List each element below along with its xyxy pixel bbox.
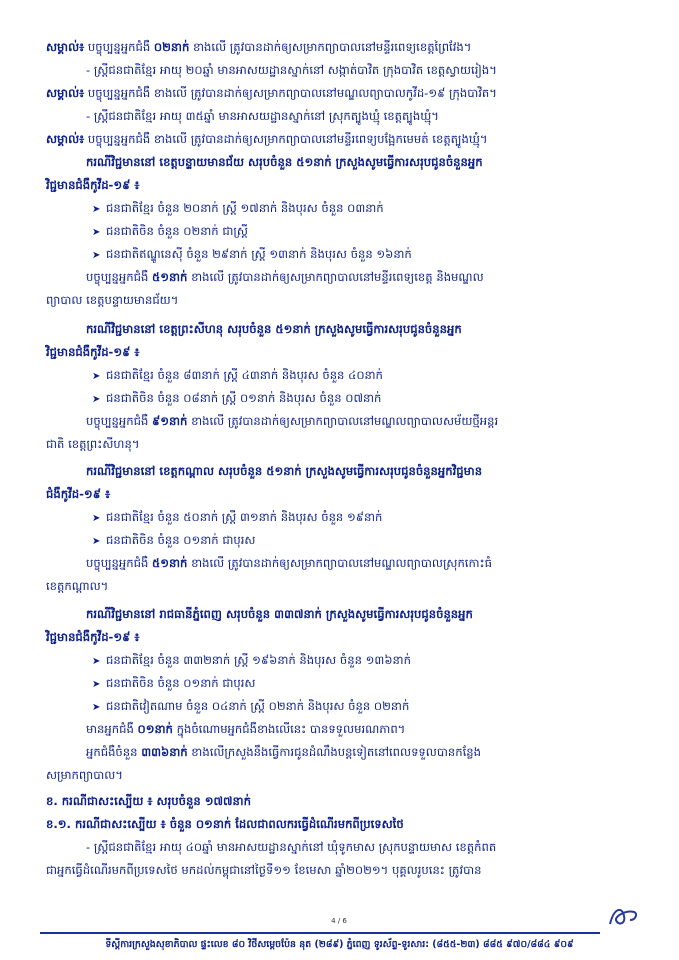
- arrow-bullet-icon: ➤: [92, 513, 101, 524]
- section-heading: ជំងឺកូវីដ-១៩ ៖: [46, 487, 111, 501]
- arrow-bullet-icon: ➤: [92, 656, 101, 667]
- arrow-bullet-icon: ➤: [92, 371, 101, 382]
- subsection-heading: ខ.១. ករណីជាសះស្បើយ ៖ ចំនួន ០១នាក់ ដែលជាពលករធ្វើដំណើរមកពីប្រទេសថៃ: [46, 817, 404, 831]
- arrow-bullet-icon: ➤: [92, 536, 101, 547]
- section-heading: វិជ្ជមានជំងឺកូវីដ-១៩ ៖: [46, 630, 140, 644]
- section-heading: ករណីវិជ្ជមាននៅ ខេត្តព្រះសីហនុ សរុបចំនួន ៥១នាក់ ក្រសួងសូមធ្វើការសរុបជូនចំនួនអ្នក: [86, 322, 462, 336]
- arrow-bullet-icon: ➤: [92, 679, 101, 690]
- list-item: ➤ ជនជាតិខ្មែរ ចំនួន ២០នាក់ ស្ត្រី ១៧នាក់ និងបុរស ចំនួន ០៣នាក់: [0, 197, 679, 220]
- arrow-bullet-icon: ➤: [92, 702, 101, 713]
- note-line: សម្គាល់៖ បច្ចុប្បន្នអ្នកជំងឺ ខាងលើ ត្រូវបានដាក់ឲ្យសម្រាកព្យាបាលនៅមណ្ឌលព្យាបាលកូវីដ-១៩ ក្រុងបាវិត។: [46, 86, 497, 100]
- list-item: ➤ ជនជាតិចិន ចំនួន ០១នាក់ ជាបុរស: [0, 529, 679, 552]
- section-heading: វិជ្ជមានជំងឺកូវីដ-១៩ ៖: [46, 345, 140, 359]
- case-description: - ស្ត្រីជនជាតិខ្មែរ អាយុ ២០ឆ្នាំ មានអាសយដ្ឋានស្នាក់នៅ សង្កាត់បាវិត ក្រុងបាវិត ខេត្តស្វាយរៀង។: [86, 63, 497, 77]
- arrow-bullet-icon: ➤: [92, 204, 101, 215]
- paragraph: បច្ចុប្បន្នអ្នកជំងឺ ៥១នាក់ ខាងលើ ត្រូវបានដាក់ឲ្យសម្រាកព្យាបាលនៅមណ្ឌលព្យាបាលស្រុកកោះធំ: [86, 556, 492, 570]
- case-description: - ស្ត្រីជនជាតិខ្មែរ អាយុ ៣៥ឆ្នាំ មានអាសយដ្ឋានស្នាក់នៅ ស្រុកត្បូងឃ្មុំ ខេត្តត្បូងឃ្មុំ។: [86, 109, 439, 123]
- section-heading: វិជ្ជមានជំងឺកូវីដ-១៩ ៖: [46, 178, 140, 192]
- case-description: - ស្ត្រីជនជាតិខ្មែរ អាយុ ៤០ឆ្នាំ មានអាសយដ្ឋានស្នាក់នៅ ឃុំទូកមាស ស្រុកបន្ទាយមាស ខេត្តកំពត: [86, 840, 497, 854]
- list-item: ➤ ជនជាតិចិន ចំនួន ០៨នាក់ ស្ត្រី ០១នាក់ និងបុរស ចំនួន ០៧នាក់: [0, 387, 679, 410]
- page-number: 4 / 6: [331, 917, 347, 925]
- paragraph: ព្យាបាល ខេត្តបន្ទាយមានជ័យ។: [46, 293, 179, 307]
- case-description: ជាអ្នកធ្វើដំណើរមកពីប្រទេសថៃ មកដល់កម្ពុជានៅថ្ងៃទី១១ ខែមេសា ឆ្នាំ២០២១។ បុគ្គលរូបនេះ ត្រូវបាន: [46, 863, 482, 877]
- note-label: សម្គាល់៖: [46, 132, 85, 146]
- arrow-bullet-icon: ➤: [92, 250, 101, 261]
- list-item: ➤ ជនជាតិឥណ្ឌូនេស៊ី ចំនួន ២៩នាក់ ស្ត្រី ១៣នាក់ និងបុរស ចំនួន ១៦នាក់: [0, 243, 679, 266]
- paragraph: មានអ្នកជំងឺ ០១នាក់ ក្នុងចំណោមអ្នកជំងឺខាងលើនេះ បានទទួលមរណភាព។: [86, 722, 406, 736]
- list-item: ➤ ជនជាតិវៀតណាម ចំនួន ០៤នាក់ ស្ត្រី ០២នាក់ និងបុរស ចំនួន ០២នាក់: [0, 695, 679, 718]
- list-item: ➤ ជនជាតិចិន ចំនួន ០១នាក់ ជាបុរស: [0, 672, 679, 695]
- note-label: សម្គាល់៖: [46, 86, 85, 100]
- note-line: សម្គាល់៖ បច្ចុប្បន្នអ្នកជំងឺ ០២នាក់ ខាងលើ ត្រូវបានដាក់ឲ្យសម្រាកព្យាបាលនៅមន្ទីរពេទ្យខេត្តព្រៃវែង។: [46, 40, 472, 54]
- paragraph: បច្ចុប្បន្នអ្នកជំងឺ ៩១នាក់ ខាងលើ ត្រូវបានដាក់ឲ្យសម្រាកព្យាបាលនៅមណ្ឌលព្យាបាលសម័យថ្មីអន្តរ: [86, 414, 499, 428]
- note-line: សម្គាល់៖ បច្ចុប្បន្នអ្នកជំងឺ ខាងលើ ត្រូវបានដាក់ឲ្យសម្រាកព្យាបាលនៅមន្ទីរពេទ្យបង្អែកមេមត់ ខេត្តត្បូងឃ្មុំ។: [46, 132, 488, 146]
- paragraph: ជាតិ ខេត្តព្រះសីហនុ។: [46, 437, 140, 451]
- note-label: សម្គាល់៖: [46, 40, 85, 54]
- paragraph: សម្រាកព្យាបាល។: [46, 768, 123, 782]
- paragraph: ខេត្តកណ្តាល។: [46, 579, 109, 593]
- list-item: ➤ ជនជាតិខ្មែរ ចំនួន ៨៣នាក់ ស្ត្រី ៤៣នាក់ និងបុរស ចំនួន ៤០នាក់: [0, 364, 679, 387]
- section-heading: ខ. ករណីជាសះស្បើយ ៖ សរុបចំនួន ១៧៧នាក់: [46, 794, 251, 808]
- list-item: ➤ ជនជាតិខ្មែរ ចំនួន ៥០នាក់ ស្ត្រី ៣១នាក់ និងបុរស ចំនួន ១៩នាក់: [0, 506, 679, 529]
- section-heading: ករណីវិជ្ជមាននៅ រាជធានីភ្នំពេញ សរុបចំនួន ៣៣៧នាក់ ក្រសួងសូមធ្វើការសរុបជូនចំនួនអ្នក: [86, 607, 473, 621]
- signature-mark-icon: [606, 902, 642, 930]
- paragraph: បច្ចុប្បន្នអ្នកជំងឺ ៥១នាក់ ខាងលើ ត្រូវបានដាក់ឲ្យសម្រាកព្យាបាលនៅមន្ទីរពេទ្យខេត្ត និងមណ្ឌល: [86, 270, 484, 284]
- arrow-bullet-icon: ➤: [92, 394, 101, 405]
- footer-rule: [40, 932, 600, 934]
- paragraph: អ្នកជំងឺចំនួន ៣៣៦នាក់ ខាងលើក្រសួងនឹងធ្វើការជូនដំណឹងបន្តទៀតនៅពេលទទួលបានកន្លែង: [86, 745, 481, 759]
- footer-address: ទីស្តីការក្រសួងសុខាភិបាល ផ្ទះលេខ ៨០ វិថីសម្តេចប៉ែន នុត (២៨៩) ភ្នំពេញ ទូរស័ព្ទ-ទូរសារ: (៨៥៥-២៣) ៨៨៥ ៩៧០/៨៨៤ ៩០៩: [105, 939, 574, 950]
- section-heading: ករណីវិជ្ជមាននៅ ខេត្តកណ្តាល សរុបចំនួន ៥១នាក់ ក្រសួងសូមធ្វើការសរុបជូនចំនួនអ្នកវិជ្ជមាន: [86, 464, 483, 478]
- section-heading: ករណីវិជ្ជមាននៅ ខេត្តបន្ទាយមានជ័យ សរុបចំនួន ៥១នាក់ ក្រសួងសូមធ្វើការសរុបជូនចំនួនអ្នក: [86, 155, 483, 169]
- list-item: ➤ ជនជាតិចិន ចំនួន ០២នាក់ ជាស្ត្រី: [0, 220, 679, 243]
- list-item: ➤ ជនជាតិខ្មែរ ចំនួន ៣៣២នាក់ ស្ត្រី ១៩៦នាក់ និងបុរស ចំនួន ១៣៦នាក់: [0, 649, 679, 672]
- arrow-bullet-icon: ➤: [92, 227, 101, 238]
